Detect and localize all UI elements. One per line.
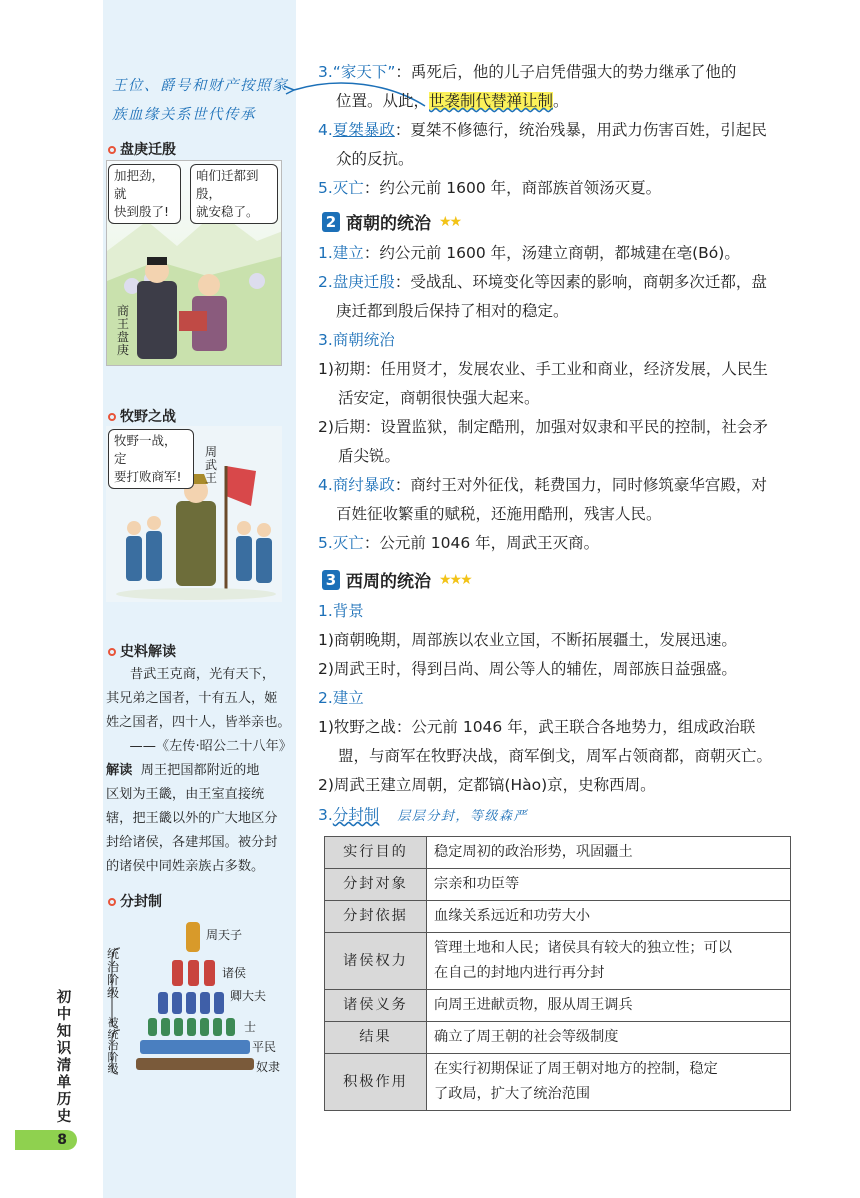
table-value-line: 确立了周王朝的社会等级制度 (434, 1029, 619, 1045)
handnote-line-2: 族血缘关系世代传承 (112, 107, 256, 123)
star-rating-icon: ★★★ (439, 571, 471, 588)
shang-line-5-cont: 盾尖锐。 (338, 447, 401, 465)
table-key-cell: 诸侯权力 (325, 933, 427, 990)
xia-line-jie-cont: 众的反抗。 (336, 150, 414, 168)
table-key-cell: 分封依据 (325, 901, 427, 933)
xia-line-fall: 5.灭亡：约公元前 1600 年，商部族首领汤灭夏。 (318, 179, 662, 197)
table-value-line: 在自己的封地内进行再分封 (434, 965, 605, 981)
xizhou-line-6: 2)周武王建立周朝，定都镐(Hào)京，史称西周。 (318, 776, 656, 794)
pangeng-bubble-right: 咱们迁都到殷， 就安稳了。 (190, 164, 278, 224)
table-value-cell (427, 869, 791, 901)
table-row (325, 1022, 791, 1054)
table-value-line: 管理土地和人民；诸侯具有较大的独立性；可以 (434, 940, 732, 956)
muye-bubble: 牧野一战，定 要打败商军! (108, 429, 194, 489)
shang-line-5: 2)后期：设置监狱，制定酷刑，加强对奴隶和平民的控制，社会矛 (318, 418, 768, 436)
table-key-cell: 实行目的 (325, 837, 427, 869)
bullet-icon (108, 146, 116, 154)
shiliao-heading: 史料解读 (108, 641, 176, 661)
xizhou-line-2: 1)商朝晚期，周部族以农业立国，不断拓展疆土，发展迅速。 (318, 631, 737, 649)
table-value-line: 向周王进献贡物，服从周王调兵 (434, 997, 633, 1013)
tier-label: 奴隶 (256, 1060, 281, 1074)
pangeng-figure-label: 商王盘庚 (116, 304, 129, 357)
table-value-line: 在实行初期保证了周王朝对地方的控制，稳定 (434, 1061, 718, 1077)
table-row (325, 990, 791, 1022)
shang-line-6-cont: 百姓征收繁重的赋税，还施用酷刑，残害人民。 (336, 505, 662, 523)
table-value-line: 血缘关系远近和功劳大小 (434, 908, 591, 924)
star-rating-icon: ★★ (439, 213, 461, 230)
xizhou-line-4: 2.建立 (318, 689, 364, 707)
table-key-cell: 分封对象 (325, 869, 427, 901)
shang-line-1: 1.建立：约公元前 1600 年，汤建立商朝，都城建在亳(Bó)。 (318, 244, 740, 262)
section-shang-heading: 2 商朝的统治 ★★ (322, 209, 460, 234)
muye-heading: 牧野之战 (108, 406, 176, 426)
table-value-cell (427, 901, 791, 933)
highlight-hereditary: 世袭制代替禅让制 (429, 92, 554, 110)
table-key-cell: 诸侯义务 (325, 990, 427, 1022)
table-value-line: 宗亲和功臣等 (434, 876, 520, 892)
shang-line-3: 3.商朝统治 (318, 331, 395, 349)
ruled-class-label: 被统治阶级 (107, 1016, 119, 1075)
xizhou-line-5-cont: 盟，与商军在牧野决战，商军倒戈，周军占领商都，商朝灭亡。 (338, 747, 773, 765)
shang-line-7: 5.灭亡：公元前 1046 年，周武王灭商。 (318, 534, 600, 552)
xizhou-line-1: 1.背景 (318, 602, 364, 620)
xizhou-line-3: 2)周武王时，得到吕尚、周公等人的辅佐，周部族日益强盛。 (318, 660, 737, 678)
table-row (325, 837, 791, 869)
page-number: 8 (15, 1130, 77, 1150)
xizhou-line-5: 1)牧野之战：公元前 1046 年，武王联合各地势力，组成政治联 (318, 718, 756, 736)
pangeng-heading: 盘庚迁殷 (108, 139, 176, 159)
fenfeng-heading: 分封制 (108, 891, 162, 911)
pangeng-bubble-left: 加把劲，就 快到殷了! (108, 164, 181, 224)
tier-label: 周天子 (206, 928, 243, 942)
xia-line-jiatianxia-cont: 位置。从此，世袭制代替禅让制。 (336, 92, 569, 110)
shang-line-4: 1)初期：任用贤才，发展农业、手工业和商业，经济发展，人民生 (318, 360, 768, 378)
muye-figure-label: 周武王 (204, 445, 217, 485)
table-key-cell: 结果 (325, 1022, 427, 1054)
xia-line-jiatianxia: 3.“家天下”：禹死后，他的儿子启凭借强大的势力继承了他的 (318, 63, 737, 81)
table-value-cell (427, 1054, 791, 1111)
table-value-cell (427, 837, 791, 869)
tier-label: 平民 (252, 1040, 277, 1054)
bullet-icon (108, 413, 116, 421)
fenfeng-handnote: 层层分封，等级森严 (397, 809, 528, 824)
shang-line-4-cont: 活安定，商朝很快强大起来。 (338, 389, 540, 407)
table-key-cell: 积极作用 (325, 1054, 427, 1111)
table-row (325, 901, 791, 933)
xia-line-jie: 4.夏桀暴政：夏桀不修德行，统治残暴，用武力伤害百姓，引起民 (318, 121, 767, 139)
table-value-cell (427, 1022, 791, 1054)
table-value-line: 了政局，扩大了统治范围 (434, 1086, 591, 1102)
bullet-icon (108, 898, 116, 906)
bullet-icon (108, 648, 116, 656)
tier-label: 诸侯 (222, 966, 247, 980)
table-row (325, 933, 791, 990)
shang-line-2: 2.盘庚迁殷：受战乱、环境变化等因素的影响，商朝多次迁都，盘 (318, 273, 767, 291)
fenfeng-table (324, 836, 791, 1111)
table-value-cell (427, 933, 791, 990)
ruling-class-label: 统治阶级 (106, 947, 119, 1000)
handnote-line-1: 王位、爵号和财产按照家 (112, 78, 288, 94)
shiliao-body: 昔武王克商，光有天下， 其兄弟之国者，十有五人，姬 姓之国者，四十人，皆举亲也。 ——《左传·昭公二十八年》 解读 周王把国都附近的地 区划为王畿，由王室直接统 辖，把王畿以外的广大地区分 封给诸侯，各建邦国。被分封 的诸侯中同姓亲族占多数。 (106, 667, 292, 874)
table-value-cell (427, 990, 791, 1022)
table-row (325, 1054, 791, 1111)
section-xizhou-heading: 3 西周的统治 ★★★ (322, 567, 471, 592)
table-row (325, 869, 791, 901)
shang-line-6: 4.商纣暴政：商纣王对外征伐，耗费国力，同时修筑豪华宫殿，对 (318, 476, 767, 494)
tier-label: 士 (244, 1020, 257, 1034)
table-value-line: 稳定周初的政治形势，巩固疆土 (434, 844, 633, 860)
xizhou-line-7: 3.分封制 层层分封，等级森严 (318, 806, 528, 824)
shang-line-2-cont: 庚迁都到殷后保持了相对的稳定。 (336, 302, 569, 320)
tier-label: 卿大夫 (230, 989, 267, 1003)
book-spine-title: 初中知识清单历史 (56, 990, 72, 1125)
fenfeng-pyramid (106, 910, 291, 1082)
